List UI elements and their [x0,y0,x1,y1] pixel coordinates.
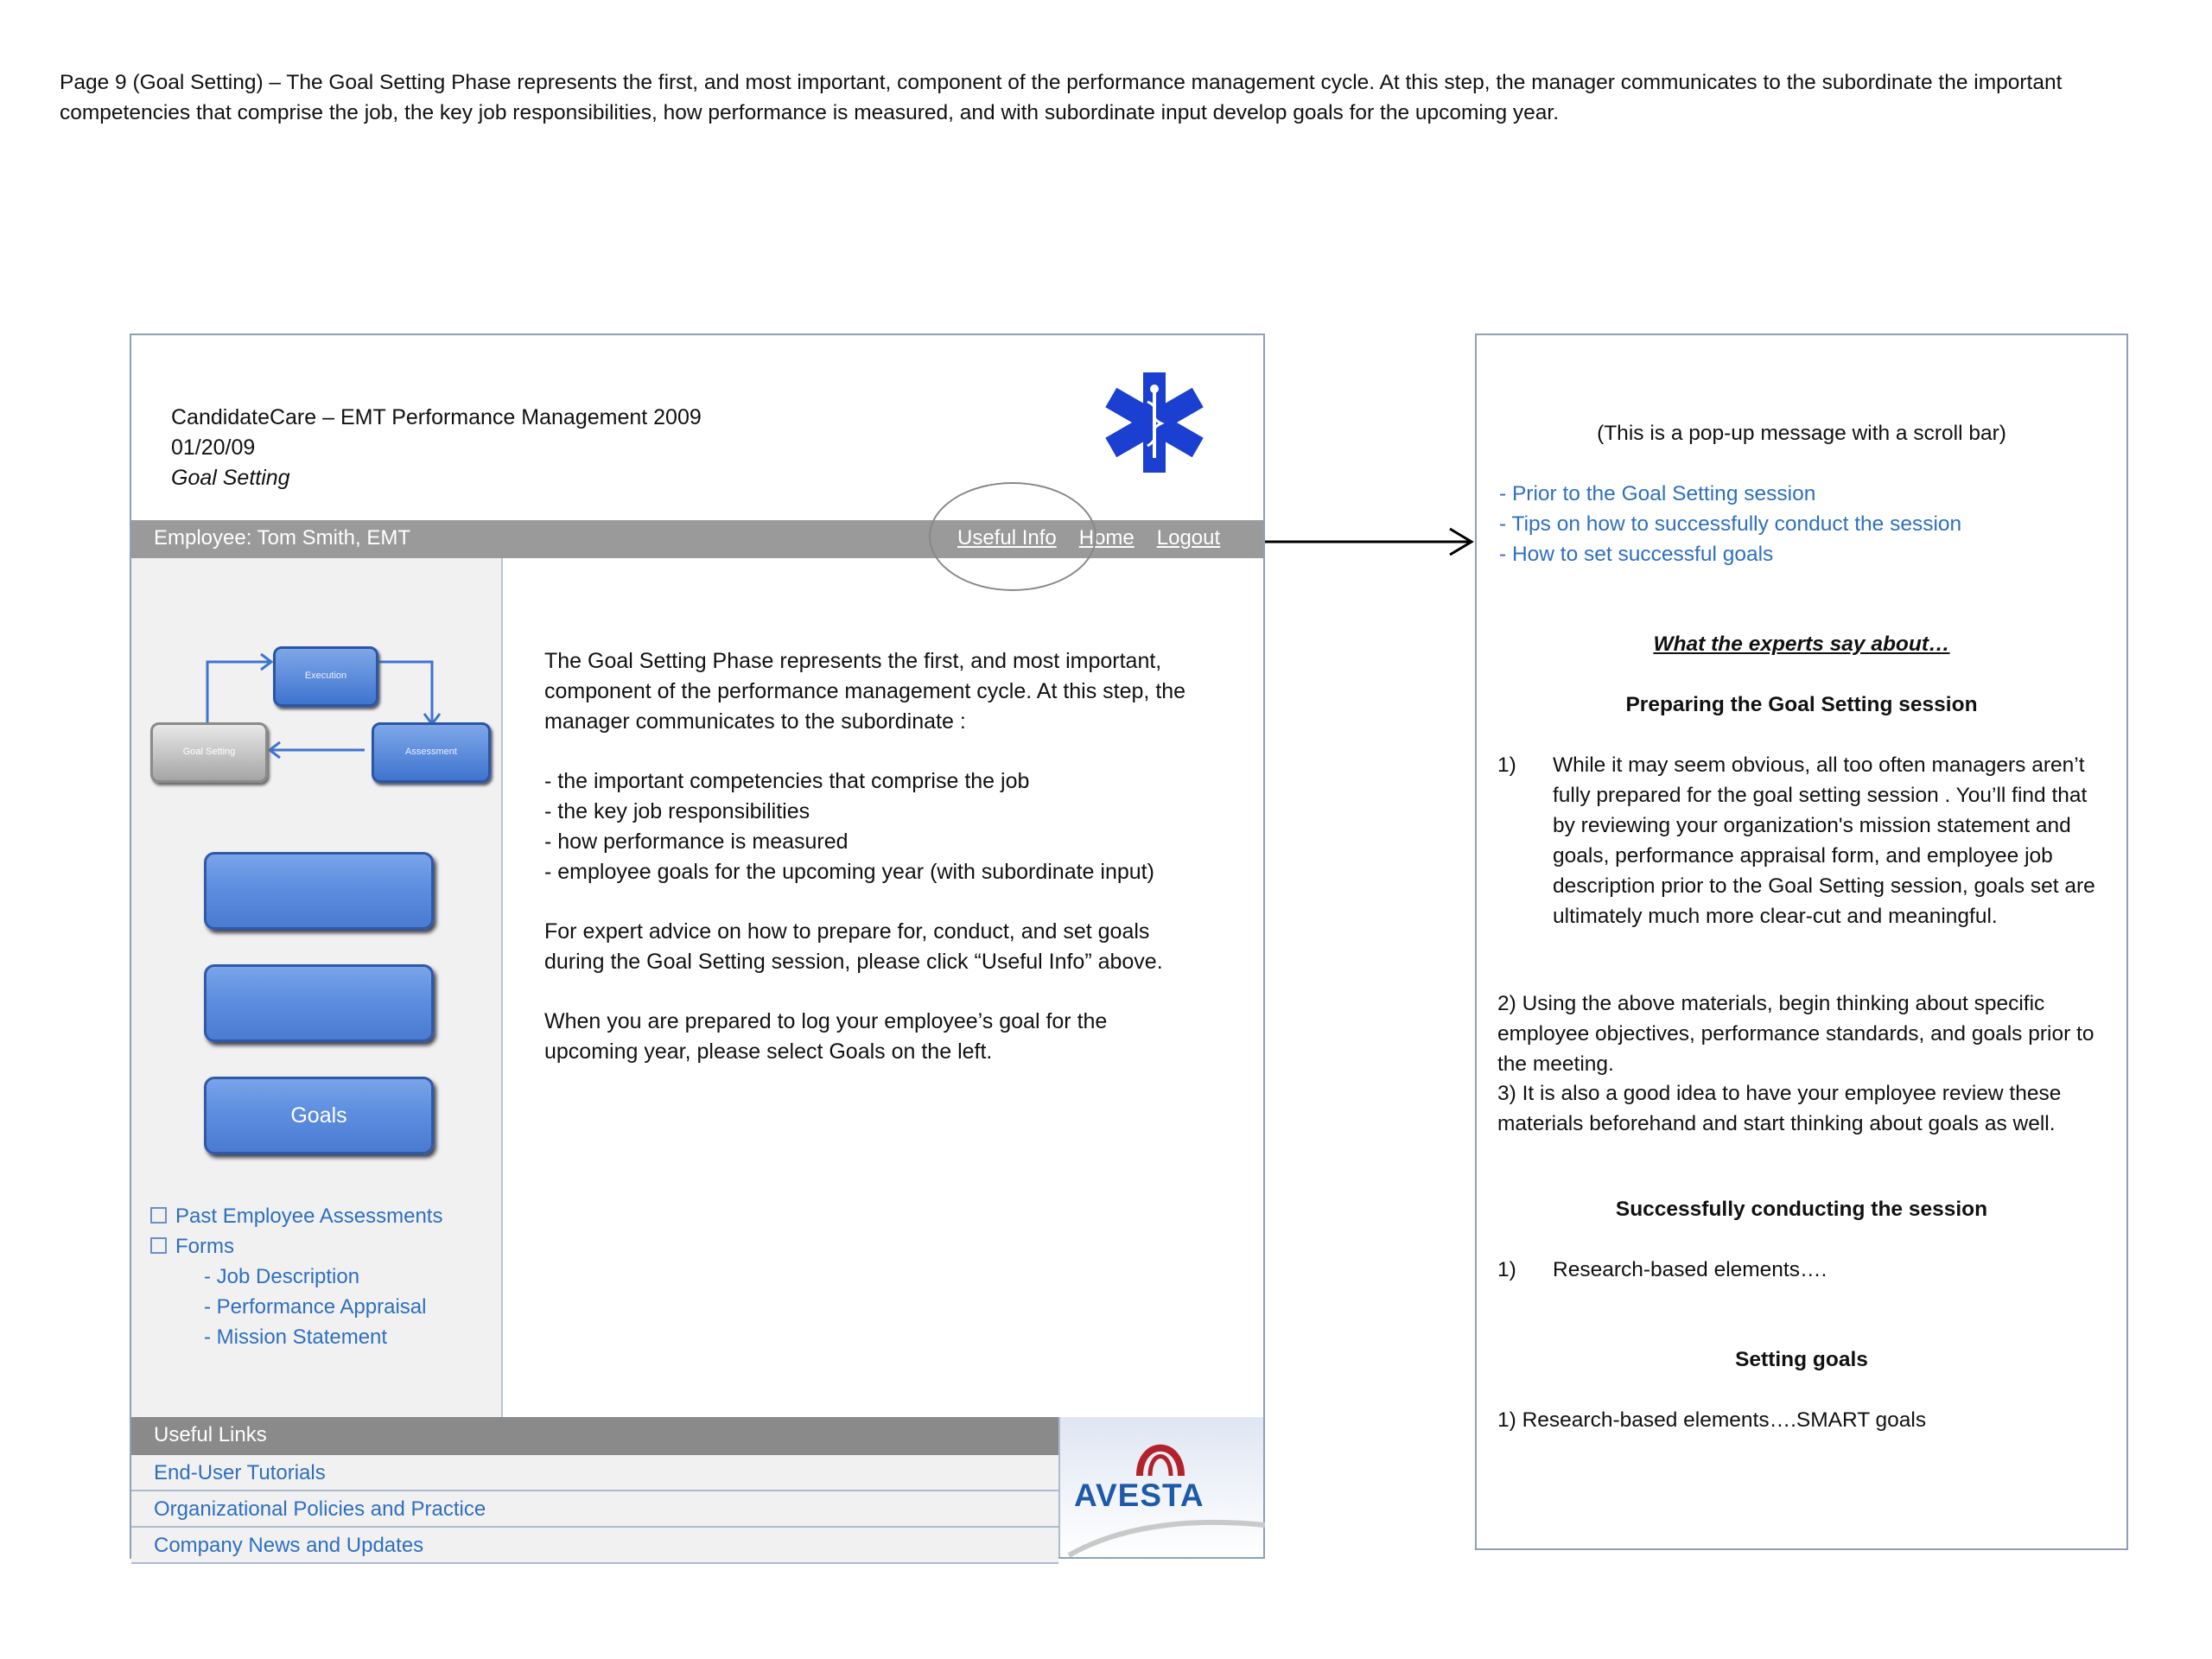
past-assessments-item[interactable] [150,1201,442,1231]
intro-text: The Goal Setting Phase represents the first, and most important, component of the performance management cycle. At this step, the manager communicates to the subordinate : [544,649,1186,734]
prep-item-number: 1) [1497,753,1516,777]
employee-label: Employee: Tom Smith, EMT [154,526,410,550]
mission-statement-link[interactable]: - Mission Statement [204,1325,388,1349]
performance-appraisal-link[interactable]: - Performance Appraisal [204,1295,427,1319]
popup-note: (This is a pop-up message with a scroll bar) [1597,422,2006,445]
star-of-life-icon [1094,372,1215,474]
page-description: Page 9 (Goal Setting) – The Goal Setting Phase represents the first, and most important, component of the performance management cycle. At this step, the manager communicates to the subordinate the important competencies that comprise the job, the key job responsibilities, how performance is measured, and with subordinate input develop goals for the upcoming year. [60,71,2063,124]
end-user-tutorials-link[interactable]: End-User Tutorials [154,1461,326,1484]
prior-session-link[interactable]: - Prior to the Goal Setting session [1499,482,1816,505]
goals-heading: Setting goals [1735,1348,1868,1371]
forms-link[interactable]: Forms [175,1235,234,1258]
list-item: - how performance is measured [544,830,849,854]
conduct-item-1: Research-based elements…. [1553,1258,1827,1281]
prep-heading: Preparing the Goal Setting session [1625,693,1978,716]
job-description-link[interactable]: - Job Description [204,1265,360,1288]
set-goals-link[interactable]: - How to set successful goals [1499,543,1774,566]
useful-info-popup[interactable] [1475,334,2128,1550]
goals-item-1: 1) Research-based elements….SMART goals [1497,1408,1927,1432]
useful-link-row[interactable] [131,1528,1058,1564]
sidebar-button-2[interactable] [204,964,434,1042]
app-header [171,403,702,493]
app-window [130,334,1265,1559]
prep-item-2: 2) Using the above materials, begin thinking about specific employee objectives, performance standards, and goals prior to the meeting. [1497,992,2094,1076]
main-content [544,646,1201,1096]
useful-links-header [131,1417,1058,1455]
prepared-text: When you are prepared to log your employee’s goal for the upcoming year, please select Goals on the left. [544,1009,1108,1064]
goal-setting-node[interactable]: Goal Setting [150,722,268,783]
list-item: - the important competencies that comprise the job [544,769,1030,793]
home-link[interactable]: Home [1078,526,1135,550]
list-item: - employee goals for the upcoming year (with subordinate input) [544,860,1154,884]
policies-link[interactable]: Organizational Policies and Practice [154,1497,486,1521]
conduct-tips-link[interactable]: - Tips on how to successfully conduct the session [1499,512,1962,536]
prep-item-3: 3) It is also a good idea to have your employee review these materials beforehand and start thinking about goals as well. [1497,1082,2062,1135]
advice-text: For expert advice on how to prepare for, conduct, and set goals during the Goal Setting session, please click “Useful Info” above. [544,919,1163,974]
forms-item[interactable] [150,1231,442,1262]
section-title: Goal Setting [171,466,290,490]
sidebar [131,558,503,1417]
company-news-link[interactable]: Company News and Updates [154,1534,424,1557]
goals-button[interactable]: Goals [204,1077,434,1154]
popup-links [1499,479,1961,569]
checkbox-icon[interactable] [150,1207,167,1224]
cycle-diagram [149,627,494,817]
avesta-wordmark: AVESTA [1074,1478,1205,1513]
past-assessments-link[interactable]: Past Employee Assessments [175,1205,443,1228]
conduct-heading: Successfully conducting the session [1615,1198,1988,1221]
checkbox-icon[interactable] [150,1237,167,1254]
list-item: - the key job responsibilities [544,799,810,823]
useful-link-row[interactable] [131,1455,1058,1491]
experts-heading: What the experts say about… [1653,632,1950,656]
app-title: CandidateCare – EMT Performance Management 2009 [171,405,702,429]
avesta-logo [1058,1417,1263,1557]
sidebar-links [150,1201,442,1352]
conduct-item-number: 1) [1497,1258,1516,1281]
useful-info-link[interactable]: Useful Info [957,526,1057,550]
useful-links-title: Useful Links [154,1423,267,1446]
useful-links-panel [131,1417,1205,1557]
app-date: 01/20/09 [171,435,256,460]
bullet-list [544,766,1201,887]
execution-node[interactable]: Execution [273,646,378,707]
logout-link[interactable]: Logout [1156,526,1221,550]
sidebar-button-1[interactable] [204,852,434,930]
prep-item-1: While it may seem obvious, all too often managers aren’t fully prepared for the goal setting session . You’ll find that by reviewing your organization's mission statement and goals, performance appraisal form, and employee job description prior to the Goal Setting session, goals set are ultimately much more clear-cut and meaningful. [1553,753,2095,928]
assessment-node[interactable]: Assessment [372,722,491,783]
callout-circle [929,482,1096,591]
useful-link-row[interactable] [131,1491,1058,1528]
